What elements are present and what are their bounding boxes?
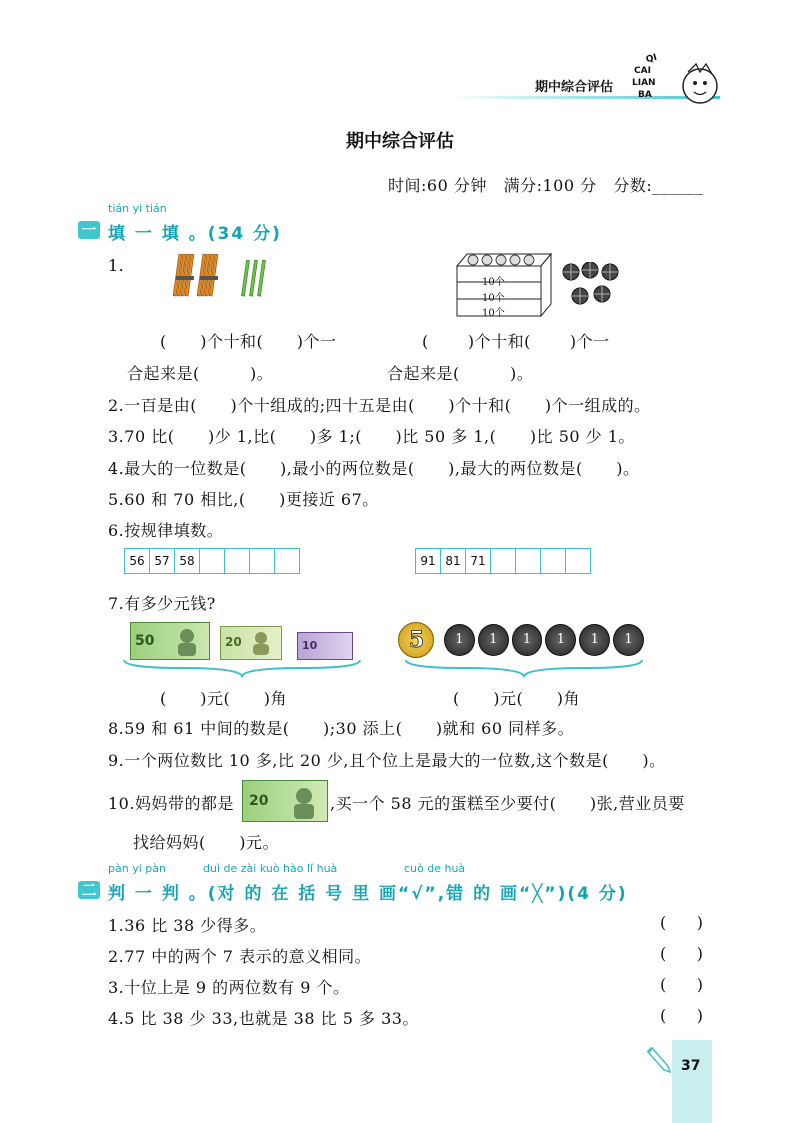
exam-meta: 时间:60 分钟 满分:100 分 分数:______	[388, 176, 704, 195]
q1-right-line1: ( )个十和( )个一	[422, 332, 610, 351]
box-label-3: 10个	[482, 308, 505, 319]
coin-5-value: 5	[409, 627, 425, 653]
q6-text: 6.按规律填数。	[108, 521, 224, 540]
q3-text: 3.70 比( )少 1,比( )多 1;( )比 50 多 1,( )比 50 少 1。	[108, 427, 635, 446]
q1-number: 1.	[108, 256, 125, 275]
section2-badge: 二	[78, 881, 100, 899]
seq1-cell[interactable]	[200, 549, 225, 574]
seq2-cell: 71	[466, 549, 491, 574]
q8-text: 8.59 和 61 中间的数是( );30 添上( )就和 60 同样多。	[108, 719, 575, 738]
header-title: 期中综合评估	[535, 80, 614, 95]
box-label-2: 10个	[482, 293, 505, 304]
coin-1-jiao	[579, 624, 610, 656]
coin-value: 1	[590, 632, 599, 647]
page-title: 期中综合评估	[346, 131, 454, 152]
right-brace-icon	[404, 658, 644, 678]
banknote-10-value: 10	[302, 639, 318, 652]
coin-1-jiao	[478, 624, 509, 656]
section2-pinyin-1: pàn yi pàn	[108, 862, 166, 875]
q7-left-answer: ( )元( )角	[160, 689, 288, 708]
q4-text: 4.最大的一位数是( ),最小的两位数是( ),最大的两位数是( )。	[108, 459, 640, 478]
coin-value: 1	[455, 632, 464, 647]
pencil-icon	[644, 1046, 674, 1076]
seq2-cell[interactable]	[541, 549, 566, 574]
seq1-cell: 58	[175, 549, 200, 574]
portrait-icon	[175, 626, 199, 656]
banknote-10	[297, 632, 353, 660]
section1-badge: 一	[78, 221, 100, 239]
basketballs-icon	[562, 262, 622, 312]
bundled-sticks-icon	[172, 250, 282, 300]
seq2-cell[interactable]	[516, 549, 541, 574]
seq1-cell[interactable]	[250, 549, 275, 574]
brand-word-2: CAI	[634, 66, 651, 76]
judge-4-text: 4.5 比 38 少 33,也就是 38 比 5 多 33。	[108, 1009, 419, 1028]
coin-row	[444, 624, 644, 658]
section1-pinyin: tián yi tián	[108, 202, 167, 215]
coin-value: 1	[556, 632, 566, 647]
sequence-table-1	[124, 548, 300, 574]
banknote-20	[220, 626, 282, 660]
page-number-tab	[672, 1040, 712, 1123]
seq2-cell[interactable]	[566, 549, 591, 574]
portrait-icon	[291, 785, 317, 819]
q1-left-line1: ( )个十和( )个一	[160, 332, 337, 351]
seq2-cell: 81	[441, 549, 466, 574]
banknote-20-q10-value: 20	[249, 793, 269, 809]
brand-word-3: LIAN	[632, 78, 656, 88]
judge-2-answer[interactable]: ( )	[660, 944, 703, 963]
judge-1-text: 1.36 比 38 少得多。	[108, 916, 267, 935]
section2-pinyin-2: duì de zài kuò hào lǐ huà	[203, 862, 338, 875]
q7-text: 7.有多少元钱?	[108, 594, 216, 613]
seq1-cell[interactable]	[275, 549, 300, 574]
coin-1-jiao	[512, 624, 543, 656]
seq1-cell[interactable]	[225, 549, 250, 574]
seq1-cell: 56	[125, 549, 150, 574]
coin-1-jiao	[613, 624, 644, 656]
q1-right-line2: 合起来是( )。	[387, 364, 534, 383]
q1-left-line2: 合起来是( )。	[127, 364, 274, 383]
coin-value: 1	[624, 632, 633, 647]
coin-value: 1	[522, 632, 532, 647]
banknote-20-q10	[242, 780, 328, 822]
q9-text: 9.一个两位数比 10 多,比 20 少,且个位上是最大的一位数,这个数是( )。	[108, 751, 666, 770]
banknote-50	[130, 622, 210, 660]
judge-4-answer[interactable]: ( )	[660, 1006, 703, 1025]
portrait-icon	[251, 630, 271, 656]
left-brace-icon	[122, 658, 362, 678]
coin-value: 1	[489, 632, 498, 647]
judge-1-answer[interactable]: ( )	[660, 913, 703, 932]
judge-3-answer[interactable]: ( )	[660, 975, 703, 994]
q10-post: ,买一个 58 元的蛋糕至少要付( )张,营业员要	[330, 794, 685, 813]
q5-text: 5.60 和 70 相比,( )更接近 67。	[108, 490, 379, 509]
q10-pre: 10.妈妈带的都是	[108, 794, 234, 813]
judge-3-text: 3.十位上是 9 的两位数有 9 个。	[108, 978, 350, 997]
q2-text: 2.一百是由( )个十组成的;四十五是由( )个十和( )个一组成的。	[108, 396, 651, 415]
banknote-20-value: 20	[225, 635, 242, 649]
coin-1-jiao	[444, 624, 475, 656]
seq2-cell: 91	[416, 549, 441, 574]
box-label-1: 10个	[482, 277, 505, 288]
q10-line2: 找给妈妈( )元。	[133, 833, 280, 852]
ball-boxes-icon	[455, 250, 555, 320]
header-brand	[632, 50, 720, 120]
section2-pinyin-3: cuò de huà	[404, 862, 466, 875]
coin-5-jiao	[398, 622, 434, 658]
section1-title: 填 一 填 。(34 分)	[108, 224, 282, 244]
page-number: 37	[681, 1058, 701, 1074]
brand-word-4: BA	[638, 90, 652, 100]
coin-1-jiao	[545, 624, 576, 656]
banknote-50-value: 50	[135, 633, 155, 649]
sequence-table-2	[415, 548, 591, 574]
seq2-cell[interactable]	[491, 549, 516, 574]
judge-2-text: 2.77 中的两个 7 表示的意义相同。	[108, 947, 372, 966]
section2-title: 判 一 判 。(对 的 在 括 号 里 画“√”,错 的 画“╳”)(4 分)	[108, 884, 628, 904]
brand-word-1: QI	[644, 52, 659, 66]
seq1-cell: 57	[150, 549, 175, 574]
q7-right-answer: ( )元( )角	[453, 689, 581, 708]
